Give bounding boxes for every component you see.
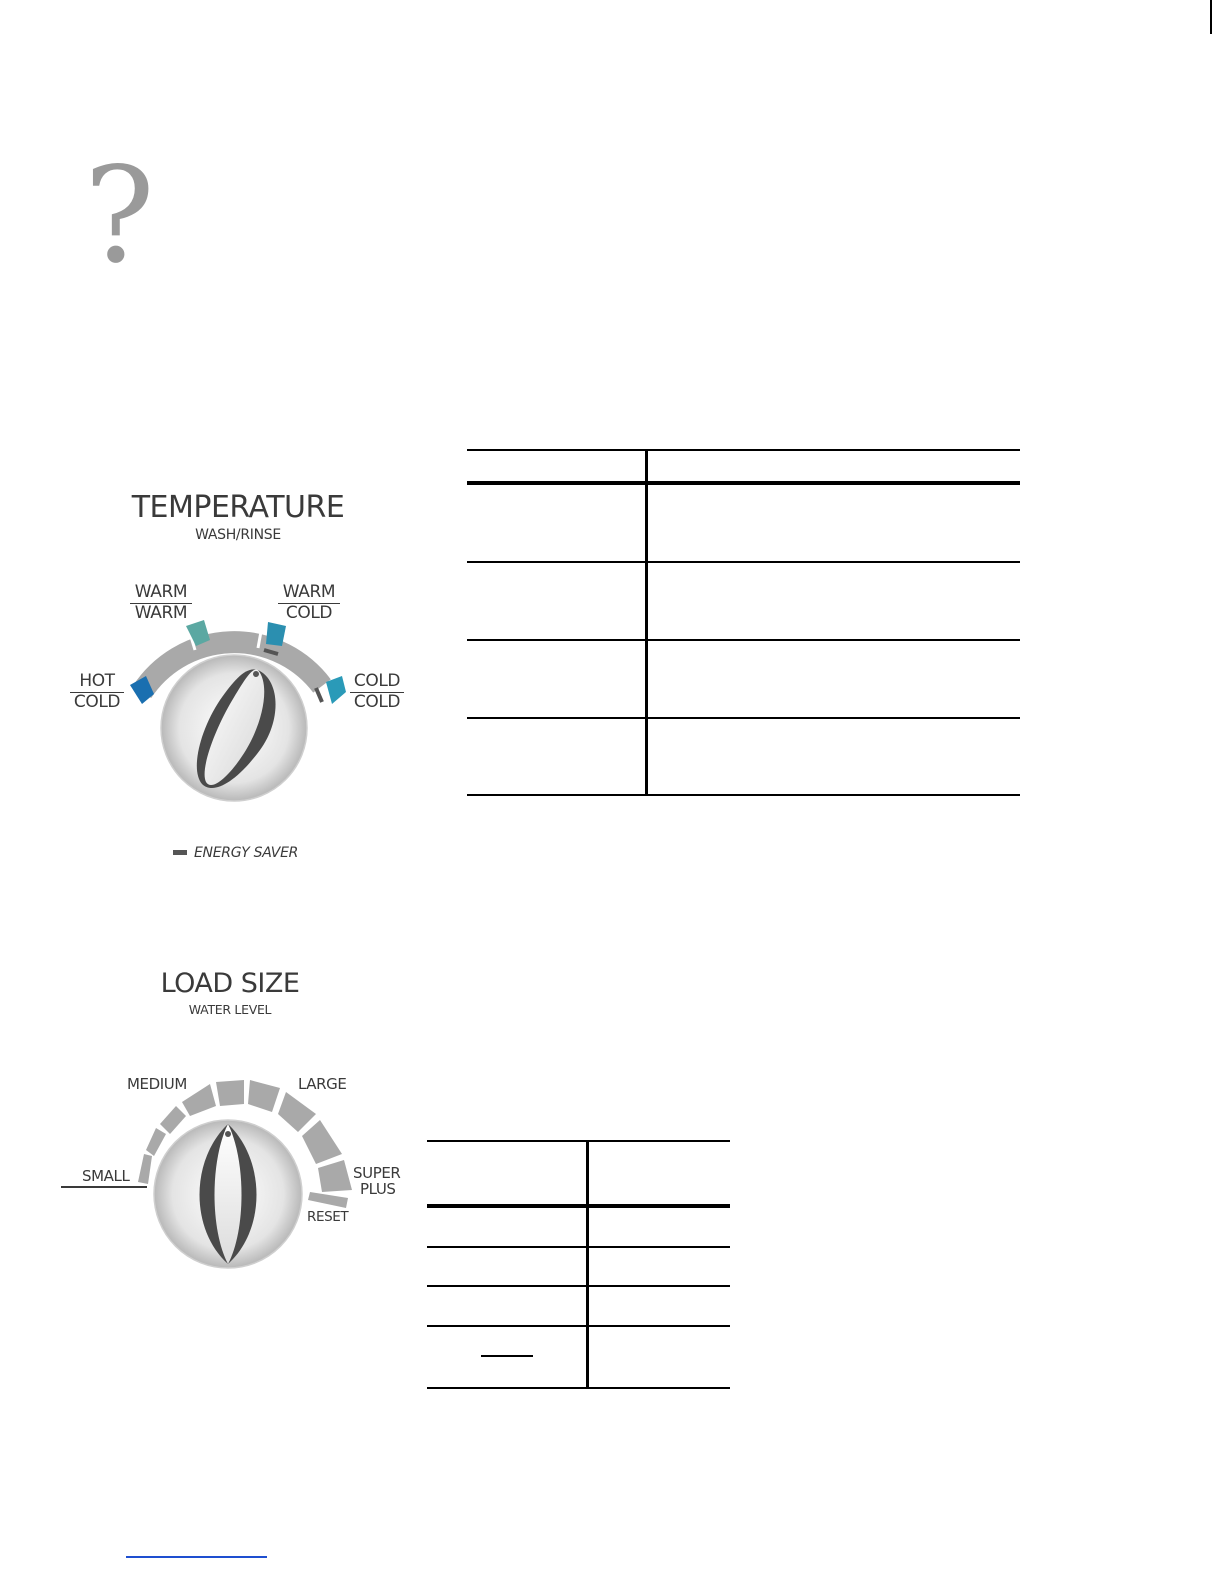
knob-indicator-dot	[225, 1131, 231, 1137]
table-rule	[467, 717, 1020, 719]
table-rule	[467, 561, 1020, 563]
plus-label: PLUS	[360, 1180, 396, 1198]
table-rule	[427, 1325, 730, 1327]
water-level-segment[interactable]	[182, 1084, 216, 1116]
table-column-divider	[645, 449, 648, 796]
water-level-segment[interactable]	[318, 1160, 352, 1192]
reset-segment[interactable]	[308, 1192, 348, 1208]
table-rule	[427, 1140, 730, 1142]
warm-cold-label: WARM COLD	[278, 583, 340, 623]
water-level-segment[interactable]	[216, 1080, 244, 1106]
question-mark-icon: ?	[84, 139, 155, 293]
temperature-dial-title: TEMPERATURE	[131, 490, 345, 525]
page-edge-rule	[1210, 0, 1212, 34]
load-size-dial-title: LOAD SIZE	[160, 968, 300, 999]
temperature-dial[interactable]	[110, 600, 370, 820]
temperature-table	[467, 449, 1020, 797]
table-header-rule	[427, 1204, 730, 1208]
reset-label: RESET	[307, 1209, 349, 1225]
small-label-rule	[61, 1186, 147, 1188]
table-rule	[467, 449, 1020, 451]
table-column-divider	[586, 1140, 589, 1389]
table-rule	[427, 1285, 730, 1287]
knob-indicator-dot	[253, 671, 259, 677]
small-label: SMALL	[82, 1167, 130, 1185]
table-rule	[427, 1387, 730, 1389]
energy-saver-legend-mark	[173, 850, 187, 855]
footer-link-underline[interactable]	[126, 1556, 267, 1558]
table-rule	[427, 1246, 730, 1248]
table-rule	[467, 794, 1020, 796]
water-level-segment[interactable]	[146, 1128, 166, 1156]
temperature-dial-subtitle: WASH/RINSE	[195, 527, 281, 543]
large-label: LARGE	[298, 1075, 347, 1093]
energy-saver-legend: ENERGY SAVER	[194, 845, 299, 861]
water-level-segment[interactable]	[248, 1080, 280, 1112]
water-level-segment[interactable]	[278, 1092, 316, 1132]
load-size-table	[427, 1140, 730, 1390]
cell-underline	[481, 1355, 533, 1357]
load-size-dial[interactable]	[120, 1070, 370, 1280]
medium-label: MEDIUM	[127, 1075, 187, 1093]
cold-cold-label: COLD COLD	[350, 672, 404, 712]
table-header-rule	[467, 481, 1020, 485]
super-label: SUPER	[353, 1164, 401, 1182]
warm-warm-label: WARM WARM	[130, 583, 192, 623]
water-level-segment[interactable]	[302, 1120, 342, 1164]
hot-cold-label: HOT COLD	[70, 672, 124, 712]
table-rule	[467, 639, 1020, 641]
water-level-segment[interactable]	[138, 1154, 152, 1184]
energy-saver-tick	[316, 688, 322, 702]
load-size-dial-subtitle: WATER LEVEL	[188, 1002, 272, 1017]
water-level-segment[interactable]	[160, 1106, 186, 1134]
